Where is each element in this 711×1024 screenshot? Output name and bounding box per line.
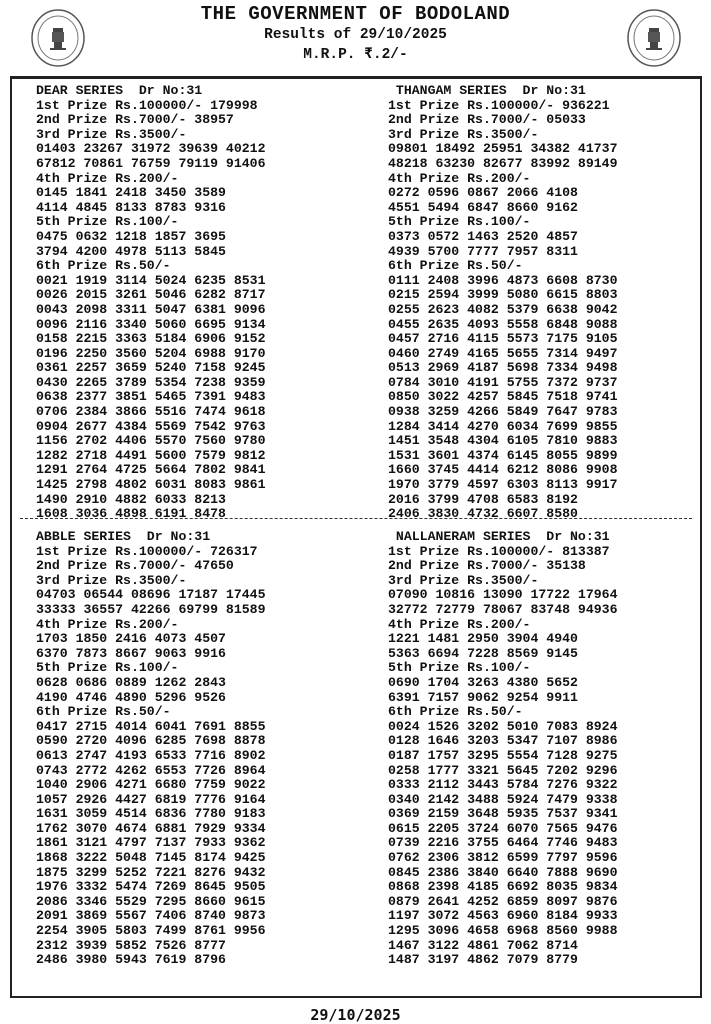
sixth-prize-row: 0879 2641 4252 6859 8097 9876 xyxy=(388,893,618,909)
sixth-prize-row: 0590 2720 4096 6285 7698 8878 xyxy=(36,733,266,749)
prize-label-fifth: 5th Prize Rs.100/- xyxy=(388,660,531,676)
sixth-prize-row: 1467 3122 4861 7062 8714 xyxy=(388,937,578,953)
first-prize: 1st Prize Rs.100000/- 813387 xyxy=(388,543,610,559)
sixth-prize-row: 1868 3222 5048 7145 8174 9425 xyxy=(36,850,266,866)
prize-label-third: 3rd Prize Rs.3500/- xyxy=(36,572,187,588)
third-prize-row: 07090 10816 13090 17722 17964 xyxy=(388,587,618,603)
series-block-thangam xyxy=(388,84,618,522)
sixth-prize-row: 1608 3036 4898 6191 8478 xyxy=(36,506,226,522)
sixth-prize-row: 1631 3059 4514 6836 7780 9183 xyxy=(36,806,266,822)
prize-label-fourth: 4th Prize Rs.200/- xyxy=(36,616,179,632)
sixth-prize-row: 1057 2926 4427 6819 7776 9164 xyxy=(36,791,266,807)
sixth-prize-row: 0850 3022 4257 5845 7518 9741 xyxy=(388,389,618,405)
prize-label-sixth: 6th Prize Rs.50/- xyxy=(36,258,171,274)
page-header xyxy=(0,0,711,72)
sixth-prize-row: 1282 2718 4491 5600 7579 9812 xyxy=(36,447,266,463)
emblem-seal-icon xyxy=(626,8,682,68)
sixth-prize-row: 0111 2408 3996 4873 6608 8730 xyxy=(388,272,618,288)
second-prize: 2nd Prize Rs.7000/- 38957 xyxy=(36,112,234,128)
sixth-prize-row: 0255 2623 4082 5379 6638 9042 xyxy=(388,301,618,317)
sixth-prize-row: 2406 3830 4732 6607 8580 xyxy=(388,506,578,522)
prize-label-sixth: 6th Prize Rs.50/- xyxy=(388,258,523,274)
fifth-prize-row: 3794 4200 4978 5113 5845 xyxy=(36,243,226,259)
sixth-prize-row: 1284 3414 4270 6034 7699 9855 xyxy=(388,418,618,434)
prize-label-third: 3rd Prize Rs.3500/- xyxy=(36,126,187,142)
third-prize-row: 04703 06544 08696 17187 17445 xyxy=(36,587,266,603)
sixth-prize-row: 0938 3259 4266 5849 7647 9783 xyxy=(388,404,618,420)
fifth-prize-row: 0475 0632 1218 1857 3695 xyxy=(36,228,226,244)
series-heading: THANGAM SERIES Dr No:31 xyxy=(388,83,586,98)
sixth-prize-row: 1970 3779 4597 6303 8113 9917 xyxy=(388,477,618,493)
sixth-prize-row: 0457 2716 4115 5573 7175 9105 xyxy=(388,331,618,347)
third-prize-row: 67812 70861 76759 79119 91406 xyxy=(36,155,266,171)
prize-label-fifth: 5th Prize Rs.100/- xyxy=(36,214,179,230)
third-prize-row: 01403 23267 31972 39639 40212 xyxy=(36,141,266,157)
sixth-prize-row: 0340 2142 3488 5924 7479 9338 xyxy=(388,791,618,807)
sixth-prize-row: 1451 3548 4304 6105 7810 9883 xyxy=(388,433,618,449)
second-prize: 2nd Prize Rs.7000/- 47650 xyxy=(36,558,234,574)
sixth-prize-row: 0845 2386 3840 6640 7888 9690 xyxy=(388,864,618,880)
sixth-prize-row: 0513 2969 4187 5698 7334 9498 xyxy=(388,360,618,376)
series-heading: DEAR SERIES Dr No:31 xyxy=(36,83,203,98)
prize-label-fifth: 5th Prize Rs.100/- xyxy=(388,214,531,230)
sixth-prize-row: 1156 2702 4406 5570 7560 9780 xyxy=(36,433,266,449)
second-prize: 2nd Prize Rs.7000/- 35138 xyxy=(388,558,586,574)
sixth-prize-row: 0021 1919 3114 5024 6235 8531 xyxy=(36,272,266,288)
sixth-prize-row: 1487 3197 4862 7079 8779 xyxy=(388,952,578,968)
sixth-prize-row: 0096 2116 3340 5060 6695 9134 xyxy=(36,316,266,332)
sixth-prize-row: 0904 2677 4384 5569 7542 9763 xyxy=(36,418,266,434)
sixth-prize-row: 0868 2398 4185 6692 8035 9834 xyxy=(388,879,618,895)
prize-label-sixth: 6th Prize Rs.50/- xyxy=(36,704,171,720)
series-heading: NALLANERAM SERIES Dr No:31 xyxy=(388,529,610,544)
results-frame xyxy=(10,76,702,998)
sixth-prize-row: 0361 2257 3659 5240 7158 9245 xyxy=(36,360,266,376)
fifth-prize-row: 4190 4746 4890 5296 9526 xyxy=(36,689,226,705)
sixth-prize-row: 0460 2749 4165 5655 7314 9497 xyxy=(388,345,618,361)
fifth-prize-row: 0690 1704 3263 4380 5652 xyxy=(388,674,578,690)
sixth-prize-row: 0417 2715 4014 6041 7691 8855 xyxy=(36,718,266,734)
fourth-prize-row: 0272 0596 0867 2066 4108 xyxy=(388,185,578,201)
sixth-prize-row: 0430 2265 3789 5354 7238 9359 xyxy=(36,374,266,390)
third-prize-row: 32772 72779 78067 83748 94936 xyxy=(388,601,618,617)
series-block-abble xyxy=(36,530,266,968)
sixth-prize-row: 0706 2384 3866 5516 7474 9618 xyxy=(36,404,266,420)
sixth-prize-row: 1762 3070 4674 6881 7929 9334 xyxy=(36,820,266,836)
sixth-prize-row: 2486 3980 5943 7619 8796 xyxy=(36,952,226,968)
sixth-prize-row: 1531 3601 4374 6145 8055 9899 xyxy=(388,447,618,463)
fifth-prize-row: 0628 0686 0889 1262 2843 xyxy=(36,674,226,690)
series-heading: ABBLE SERIES Dr No:31 xyxy=(36,529,211,544)
fourth-prize-row: 6370 7873 8667 9063 9916 xyxy=(36,645,226,661)
sixth-prize-row: 0196 2250 3560 5204 6988 9170 xyxy=(36,345,266,361)
third-prize-row: 33333 36557 42266 69799 81589 xyxy=(36,601,266,617)
sixth-prize-row: 2312 3939 5852 7526 8777 xyxy=(36,937,226,953)
fifth-prize-row: 6391 7157 9062 9254 9911 xyxy=(388,689,578,705)
sixth-prize-row: 0258 1777 3321 5645 7202 9296 xyxy=(388,762,618,778)
sixth-prize-row: 0784 3010 4191 5755 7372 9737 xyxy=(388,374,618,390)
sixth-prize-row: 2016 3799 4708 6583 8192 xyxy=(388,491,578,507)
sixth-prize-row: 1197 3072 4563 6960 8184 9933 xyxy=(388,908,618,924)
sixth-prize-row: 1040 2906 4271 6680 7759 9022 xyxy=(36,777,266,793)
first-prize: 1st Prize Rs.100000/- 936221 xyxy=(388,97,610,113)
prize-label-fifth: 5th Prize Rs.100/- xyxy=(36,660,179,676)
sixth-prize-row: 1976 3332 5474 7269 8645 9505 xyxy=(36,879,266,895)
sixth-prize-row: 0739 2216 3755 6464 7746 9483 xyxy=(388,835,618,851)
sixth-prize-row: 0369 2159 3648 5935 7537 9341 xyxy=(388,806,618,822)
sixth-prize-row: 1291 2764 4725 5664 7802 9841 xyxy=(36,462,266,478)
series-block-dear xyxy=(36,84,266,522)
fourth-prize-row: 4551 5494 6847 8660 9162 xyxy=(388,199,578,215)
sixth-prize-row: 1295 3096 4658 6968 8560 9988 xyxy=(388,923,618,939)
section-divider xyxy=(20,518,692,519)
first-prize: 1st Prize Rs.100000/- 179998 xyxy=(36,97,258,113)
sixth-prize-row: 0158 2215 3363 5184 6906 9152 xyxy=(36,331,266,347)
sixth-prize-row: 1875 3299 5252 7221 8276 9432 xyxy=(36,864,266,880)
sixth-prize-row: 0762 2306 3812 6599 7797 9596 xyxy=(388,850,618,866)
prize-label-fourth: 4th Prize Rs.200/- xyxy=(388,616,531,632)
sixth-prize-row: 2091 3869 5567 7406 8740 9873 xyxy=(36,908,266,924)
sixth-prize-row: 0613 2747 4193 6533 7716 8902 xyxy=(36,747,266,763)
sixth-prize-row: 0215 2594 3999 5080 6615 8803 xyxy=(388,287,618,303)
results-date: Results of 29/10/2025 xyxy=(264,27,447,43)
prize-label-third: 3rd Prize Rs.3500/- xyxy=(388,126,539,142)
sixth-prize-row: 2086 3346 5529 7295 8660 9615 xyxy=(36,893,266,909)
prize-label-fourth: 4th Prize Rs.200/- xyxy=(388,170,531,186)
fourth-prize-row: 4114 4845 8133 8783 9316 xyxy=(36,199,226,215)
second-prize: 2nd Prize Rs.7000/- 05033 xyxy=(388,112,586,128)
sixth-prize-row: 1425 2798 4802 6031 8083 9861 xyxy=(36,477,266,493)
sixth-prize-row: 0024 1526 3202 5010 7083 8924 xyxy=(388,718,618,734)
fourth-prize-row: 1703 1850 2416 4073 4507 xyxy=(36,631,226,647)
page-title: THE GOVERNMENT OF BODOLAND xyxy=(200,3,511,25)
sixth-prize-row: 0638 2377 3851 5465 7391 9483 xyxy=(36,389,266,405)
third-prize-row: 09801 18492 25951 34382 41737 xyxy=(388,141,618,157)
prize-label-sixth: 6th Prize Rs.50/- xyxy=(388,704,523,720)
fourth-prize-row: 0145 1841 2418 3450 3589 xyxy=(36,185,226,201)
sixth-prize-row: 2254 3905 5803 7499 8761 9956 xyxy=(36,923,266,939)
sixth-prize-row: 1490 2910 4882 6033 8213 xyxy=(36,491,226,507)
sixth-prize-row: 0128 1646 3203 5347 7107 8986 xyxy=(388,733,618,749)
sixth-prize-row: 1660 3745 4414 6212 8086 9908 xyxy=(388,462,618,478)
sixth-prize-row: 0043 2098 3311 5047 6381 9096 xyxy=(36,301,266,317)
sixth-prize-row: 0187 1757 3295 5554 7128 9275 xyxy=(388,747,618,763)
fourth-prize-row: 5363 6694 7228 8569 9145 xyxy=(388,645,578,661)
prize-label-third: 3rd Prize Rs.3500/- xyxy=(388,572,539,588)
sixth-prize-row: 0026 2015 3261 5046 6282 8717 xyxy=(36,287,266,303)
sixth-prize-row: 1861 3121 4797 7137 7933 9362 xyxy=(36,835,266,851)
series-block-nallaneram xyxy=(388,530,618,968)
prize-label-fourth: 4th Prize Rs.200/- xyxy=(36,170,179,186)
sixth-prize-row: 0743 2772 4262 6553 7726 8964 xyxy=(36,762,266,778)
fourth-prize-row: 1221 1481 2950 3904 4940 xyxy=(388,631,578,647)
sixth-prize-row: 0615 2205 3724 6070 7565 9476 xyxy=(388,820,618,836)
third-prize-row: 48218 63230 82677 83992 89149 xyxy=(388,155,618,171)
fifth-prize-row: 4939 5700 7777 7957 8311 xyxy=(388,243,578,259)
sixth-prize-row: 0333 2112 3443 5784 7276 9322 xyxy=(388,777,618,793)
mrp-price: M.R.P. ₹.2/- xyxy=(303,47,408,63)
sixth-prize-row: 0455 2635 4093 5558 6848 9088 xyxy=(388,316,618,332)
fifth-prize-row: 0373 0572 1463 2520 4857 xyxy=(388,228,578,244)
first-prize: 1st Prize Rs.100000/- 726317 xyxy=(36,543,258,559)
footer-date: 29/10/2025 xyxy=(310,1006,401,1024)
